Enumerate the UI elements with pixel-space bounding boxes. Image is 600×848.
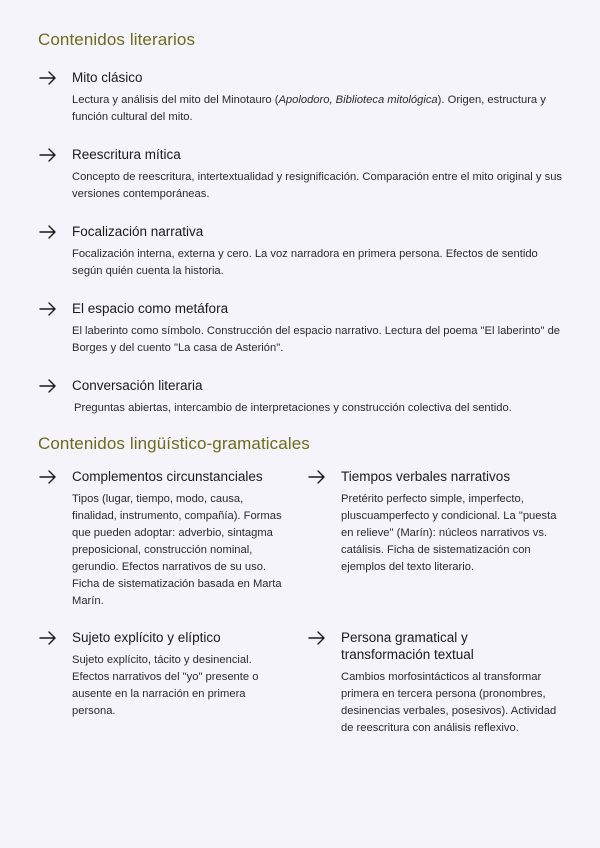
item-title: Sujeto explícito y elíptico — [72, 630, 221, 645]
section-title-linguistico: Contenidos lingüístico-gramaticales — [38, 434, 310, 453]
item-description: Tipos (lugar, tiempo, modo, causa, finalidad, instrumento, compañía). Formas que pueden adoptar: adverbio, sintagma preposicional, construcción nominal, gerundio. Efectos narrativos de su uso. Ficha de sistematización basada en Marta Marín. — [72, 493, 282, 607]
arrow-right-icon — [307, 469, 327, 485]
arrow-right-icon — [38, 224, 58, 240]
item-description: Lectura y análisis del mito del Minotauro (Apolodoro, Biblioteca mitológica). Origen, estructura y función cultural del mito. — [72, 94, 546, 123]
item-description: Sujeto explícito, tácito y desinencial. Efectos narrativos del "yo" presente o ausente en la narración en primera persona. — [72, 654, 259, 717]
item-title: Complementos circunstanciales — [72, 469, 263, 484]
item-description: Concepto de reescritura, intertextualidad y resignificación. Comparación entre el mito original y sus versiones contemporáneas. — [72, 171, 563, 200]
arrow-right-icon — [38, 630, 58, 646]
item-title: Persona gramatical y transformación textual — [341, 630, 474, 662]
item-title: Mito clásico — [72, 70, 143, 85]
arrow-right-icon — [38, 378, 58, 394]
item-title: Tiempos verbales narrativos — [341, 469, 511, 484]
item-title: Reescritura mítica — [72, 147, 181, 162]
item-title: El espacio como metáfora — [72, 301, 229, 316]
citation-italic: Apolodoro, Biblioteca mitológica — [278, 94, 438, 106]
item-description: Preguntas abiertas, intercambio de interpretaciones y construcción colectiva del sentido. — [74, 402, 512, 414]
item-title: Conversación literaria — [72, 378, 203, 393]
item-description: Pretérito perfecto simple, imperfecto, pluscuamperfecto y condicional. La "puesta en relieve" (Marín): núcleos narrativos vs. catálisis. Ficha de sistematización con ejemplos del texto literario. — [341, 493, 557, 573]
item-description: El laberinto como símbolo. Construcción del espacio narrativo. Lectura del poema "El laberinto" de Borges y del cuento "La casa de Asterión". — [72, 325, 561, 354]
arrow-right-icon — [38, 147, 58, 163]
item-description: Focalización interna, externa y cero. La voz narradora en primera persona. Efectos de sentido según quién cuenta la historia. — [72, 248, 538, 277]
arrow-right-icon — [307, 630, 327, 646]
arrow-right-icon — [38, 469, 58, 485]
section-title-literarios: Contenidos literarios — [38, 30, 196, 49]
item-description: Cambios morfosintácticos al transformar primera en tercera persona (pronombres, desinencias verbales, posesivos). Actividad de reescritura con análisis reflexivo. — [341, 671, 557, 734]
arrow-right-icon — [38, 70, 58, 86]
item-title: Focalización narrativa — [72, 224, 204, 239]
arrow-right-icon — [38, 301, 58, 317]
